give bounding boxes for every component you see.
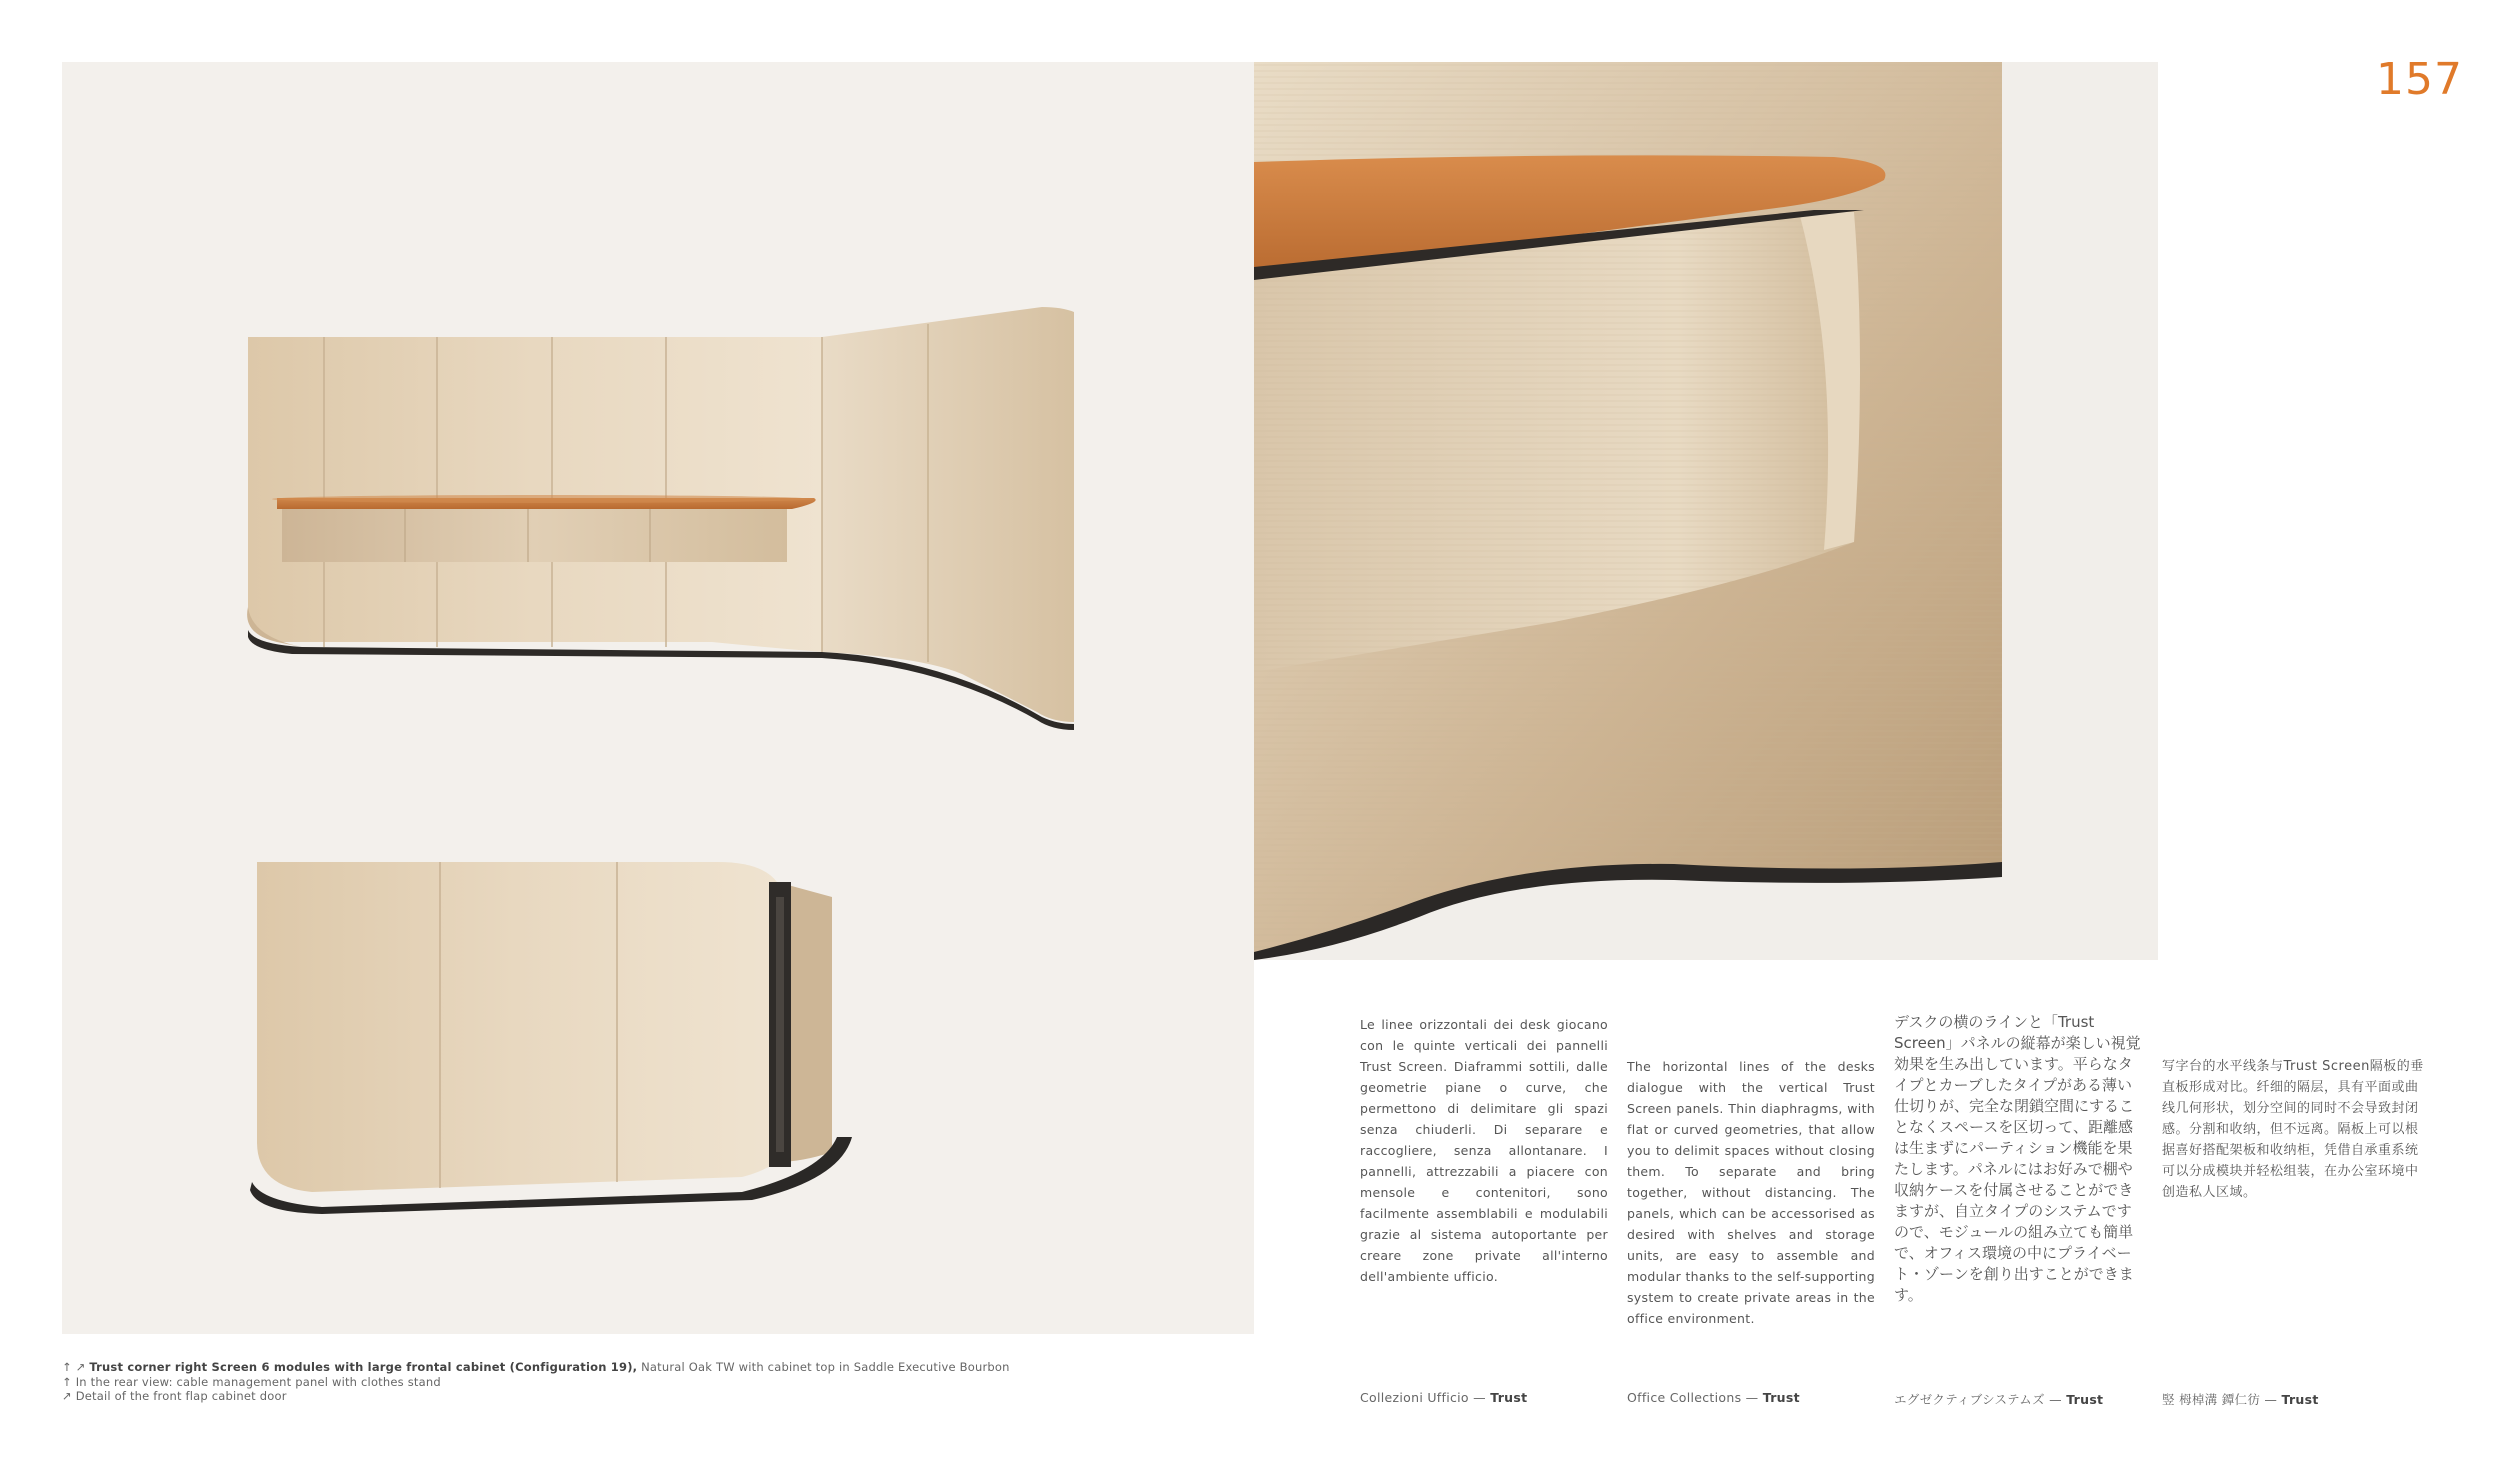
caption-arrows: ↑ ↗ [62,1360,86,1374]
footer-prefix: エグゼクティブシステムズ — [1894,1392,2067,1407]
chinese-text-column: 写字台的水平线条与Trust Screen隔板的垂直板形成对比。纤细的隔层，具有平面或曲线几何形状，划分空间的同时不会导致封闭感。分割和收纳，但不远离。隔板上可以根据喜好搭配架板和收纳柜，凭借自承重系统可以分成模块并轻松组装，在办公室环境中创造私人区域。 [2162,1059,2424,1200]
footer-prefix: Collezioni Ufficio — [1360,1390,1491,1405]
italian-text-column: Le linee orizzontali dei desk giocano con le quinte verticali dei pannelli Trust Screen. Diaframmi sottili, dalle geometrie piane o curve, che permettono di delimitare gli spazi senza chiuderli. Di separare e raccogliere, senza allontanare. I pannelli, attrezzabili a piacere con mensole e contenitori, sono facilmente assemblabili e modulabili grazie al sistema autoportante per creare zone private all'interno dell'ambiente ufficio. [1360,1017,1608,1284]
japanese-text-column: デスクの横のラインと「Trust Screen」パネルの縦幕が楽しい視覚効果を生み出しています。平らなタイプとカーブしたタイプがある薄い仕切りが、完全な閉鎖空間にすることなくスペースを区切って、距離感は生まずにパーティション機能を果たします。パネルにはお好みで棚や収納ケースを付属させることができますが、自立タイプのシステムですので、モジュールの組み立ても簡単で、オフィス環境の中にプライベート・ゾーンを創り出すことができます。 [1894,1013,2141,1304]
cabinet-detail-svg [1254,62,2158,960]
page-number: 157 [2376,54,2463,105]
footer-brand: Trust [2281,1392,2319,1407]
footer-brand: Trust [2066,1392,2104,1407]
caption-title: Trust corner right Screen 6 modules with large frontal cabinet (Configuration 19), [89,1360,638,1374]
caption-line-2: ↑ In the rear view: cable management panel with clothes stand [62,1374,441,1389]
caption-detail: Natural Oak TW with cabinet top in Saddle Executive Bourbon [637,1360,1010,1374]
footer-prefix: 竪 栂棹溝 鐔仁彷 — [2162,1392,2282,1407]
left-photo-panel [62,62,1254,1334]
english-text-column: The horizontal lines of the desks dialogue with the vertical Trust Screen panels. Thin diaphragms, with flat or curved geometries, that allow you to delimit spaces without closing them. To separate and bring together, without distancing. The panels, which can be accessorised as desired with shelves and storage units, are easy to assemble and modular thanks to the self-supporting system to create private areas in the office environment. [1627,1059,1875,1326]
photo-captions [62,1360,1262,1404]
corner-screen-cabinet-image [62,62,1254,1334]
footer-label-chinese [2162,1390,2319,1408]
footer-brand: Trust [1490,1390,1528,1405]
footer-label-english [1627,1390,1800,1405]
footer-prefix: Office Collections — [1627,1390,1763,1405]
caption-line-1 [62,1360,1262,1375]
footer-brand: Trust [1762,1390,1800,1405]
cabinet-detail-image [1254,62,2158,960]
footer-label-japanese [1894,1390,2103,1408]
caption-line-3: ↗ Detail of the front flap cabinet door [62,1389,287,1403]
footer-label-italian [1360,1390,1527,1405]
